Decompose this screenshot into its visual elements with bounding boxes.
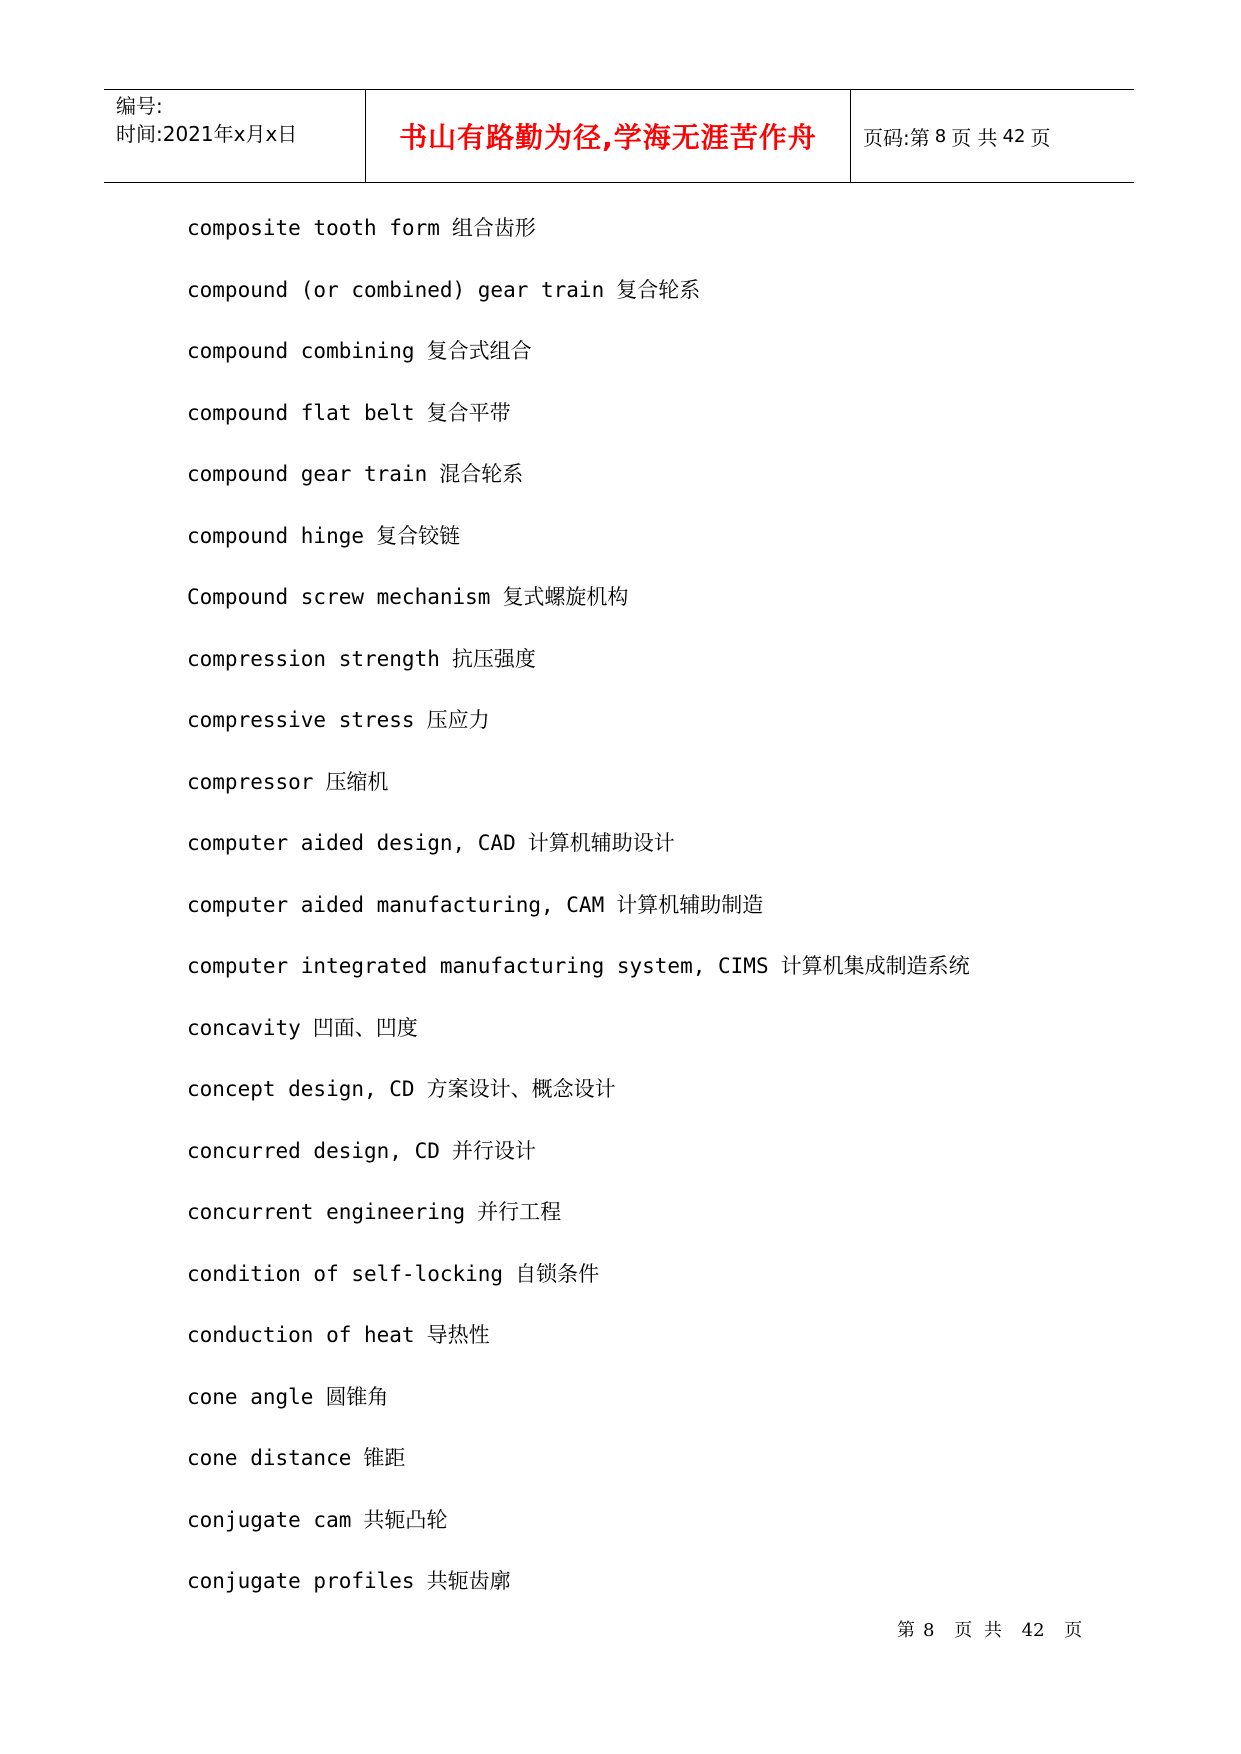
- footer-suffix: 页: [1064, 1620, 1083, 1641]
- glossary-term-list: [187, 208, 970, 1623]
- term-english: condition of self-locking: [187, 1261, 504, 1286]
- term-english: Compound screw mechanism: [187, 585, 491, 609]
- glossary-entry: [187, 516, 970, 578]
- term-english: compression strength: [187, 646, 440, 671]
- term-english: computer aided manufacturing, CAM: [187, 892, 605, 917]
- header-page-info: [851, 90, 1134, 182]
- page-info-total: 42: [1002, 125, 1026, 147]
- time-label: 时间:2021年x月x日: [116, 122, 298, 146]
- term-chinese: 计算机集成制造系统: [780, 954, 970, 978]
- glossary-entry: [187, 270, 970, 332]
- term-english: concavity: [187, 1015, 301, 1040]
- header-meta-cell: [104, 90, 366, 182]
- glossary-entry: [187, 1069, 970, 1131]
- page-footer: [897, 1616, 1090, 1642]
- term-english: compound hinge: [187, 523, 365, 548]
- page-info-middle: 页 共: [951, 125, 998, 150]
- glossary-entry: [187, 331, 970, 393]
- term-chinese: 组合齿形: [451, 216, 536, 240]
- term-english: concept design, CD: [187, 1077, 415, 1101]
- term-english: cone angle: [187, 1384, 314, 1409]
- glossary-entry: [187, 393, 970, 455]
- footer-middle: 页 共: [954, 1620, 1002, 1641]
- term-chinese: 方案设计、概念设计: [426, 1077, 616, 1101]
- glossary-entry: [187, 823, 970, 885]
- glossary-entry: [187, 1008, 970, 1070]
- term-chinese: 复合式组合: [426, 339, 532, 363]
- term-english: compressor: [187, 769, 314, 794]
- glossary-entry: [187, 700, 970, 762]
- number-label: 编号:: [116, 94, 163, 118]
- term-english: compound flat belt: [187, 400, 415, 425]
- page-info-prefix: 页码:第: [863, 125, 930, 150]
- glossary-entry: [187, 1561, 970, 1623]
- term-english: computer aided design, CAD: [187, 831, 516, 855]
- glossary-entry: [187, 1438, 970, 1500]
- term-english: cone distance: [187, 1446, 352, 1470]
- term-chinese: 压缩机: [325, 769, 389, 794]
- page-info-current: 8: [934, 125, 947, 147]
- term-chinese: 计算机辅助设计: [527, 831, 675, 855]
- term-english: conduction of heat: [187, 1323, 415, 1347]
- glossary-entry: [187, 885, 970, 947]
- term-chinese: 共轭凸轮: [363, 1507, 448, 1532]
- term-chinese: 凹面、凹度: [312, 1015, 418, 1040]
- footer-total: 42: [1021, 1620, 1045, 1641]
- glossary-entry: [187, 946, 970, 1008]
- term-english: concurred design, CD: [187, 1138, 440, 1163]
- term-chinese: 并行设计: [451, 1138, 536, 1163]
- term-chinese: 复合铰链: [376, 523, 461, 548]
- term-chinese: 压应力: [426, 708, 490, 732]
- term-chinese: 复式螺旋机构: [502, 585, 629, 609]
- footer-prefix: 第: [897, 1620, 915, 1641]
- glossary-entry: [187, 762, 970, 824]
- term-chinese: 混合轮系: [439, 462, 524, 486]
- term-english: compound (or combined) gear train: [187, 277, 605, 302]
- term-chinese: 复合轮系: [616, 277, 701, 302]
- footer-current: 8: [923, 1620, 935, 1641]
- glossary-entry: [187, 639, 970, 701]
- glossary-entry: [187, 208, 970, 270]
- term-english: composite tooth form: [187, 216, 440, 240]
- glossary-entry: [187, 1254, 970, 1316]
- term-chinese: 锥距: [363, 1446, 406, 1470]
- term-english: conjugate profiles: [187, 1569, 415, 1593]
- term-english: compound gear train: [187, 462, 428, 486]
- glossary-entry: [187, 1192, 970, 1254]
- term-chinese: 导热性: [426, 1323, 490, 1347]
- glossary-entry: [187, 1315, 970, 1377]
- page-info-suffix: 页: [1030, 125, 1051, 150]
- glossary-entry: [187, 577, 970, 639]
- term-chinese: 圆锥角: [325, 1384, 389, 1409]
- glossary-entry: [187, 1500, 970, 1562]
- glossary-entry: [187, 1377, 970, 1439]
- glossary-entry: [187, 454, 970, 516]
- term-english: concurrent engineering: [187, 1200, 466, 1224]
- page-header: [104, 89, 1134, 183]
- term-english: computer integrated manufacturing system, CIMS: [187, 954, 769, 978]
- term-chinese: 复合平带: [426, 400, 511, 425]
- term-chinese: 自锁条件: [515, 1261, 600, 1286]
- term-english: conjugate cam: [187, 1507, 352, 1532]
- glossary-entry: [187, 1131, 970, 1193]
- term-english: compound combining: [187, 339, 415, 363]
- term-chinese: 共轭齿廓: [426, 1569, 511, 1593]
- term-chinese: 并行工程: [477, 1200, 562, 1224]
- term-english: compressive stress: [187, 708, 415, 732]
- term-chinese: 计算机辅助制造: [616, 892, 764, 917]
- term-chinese: 抗压强度: [451, 646, 536, 671]
- header-motto: 书山有路勤为径,学海无涯苦作舟: [366, 90, 851, 182]
